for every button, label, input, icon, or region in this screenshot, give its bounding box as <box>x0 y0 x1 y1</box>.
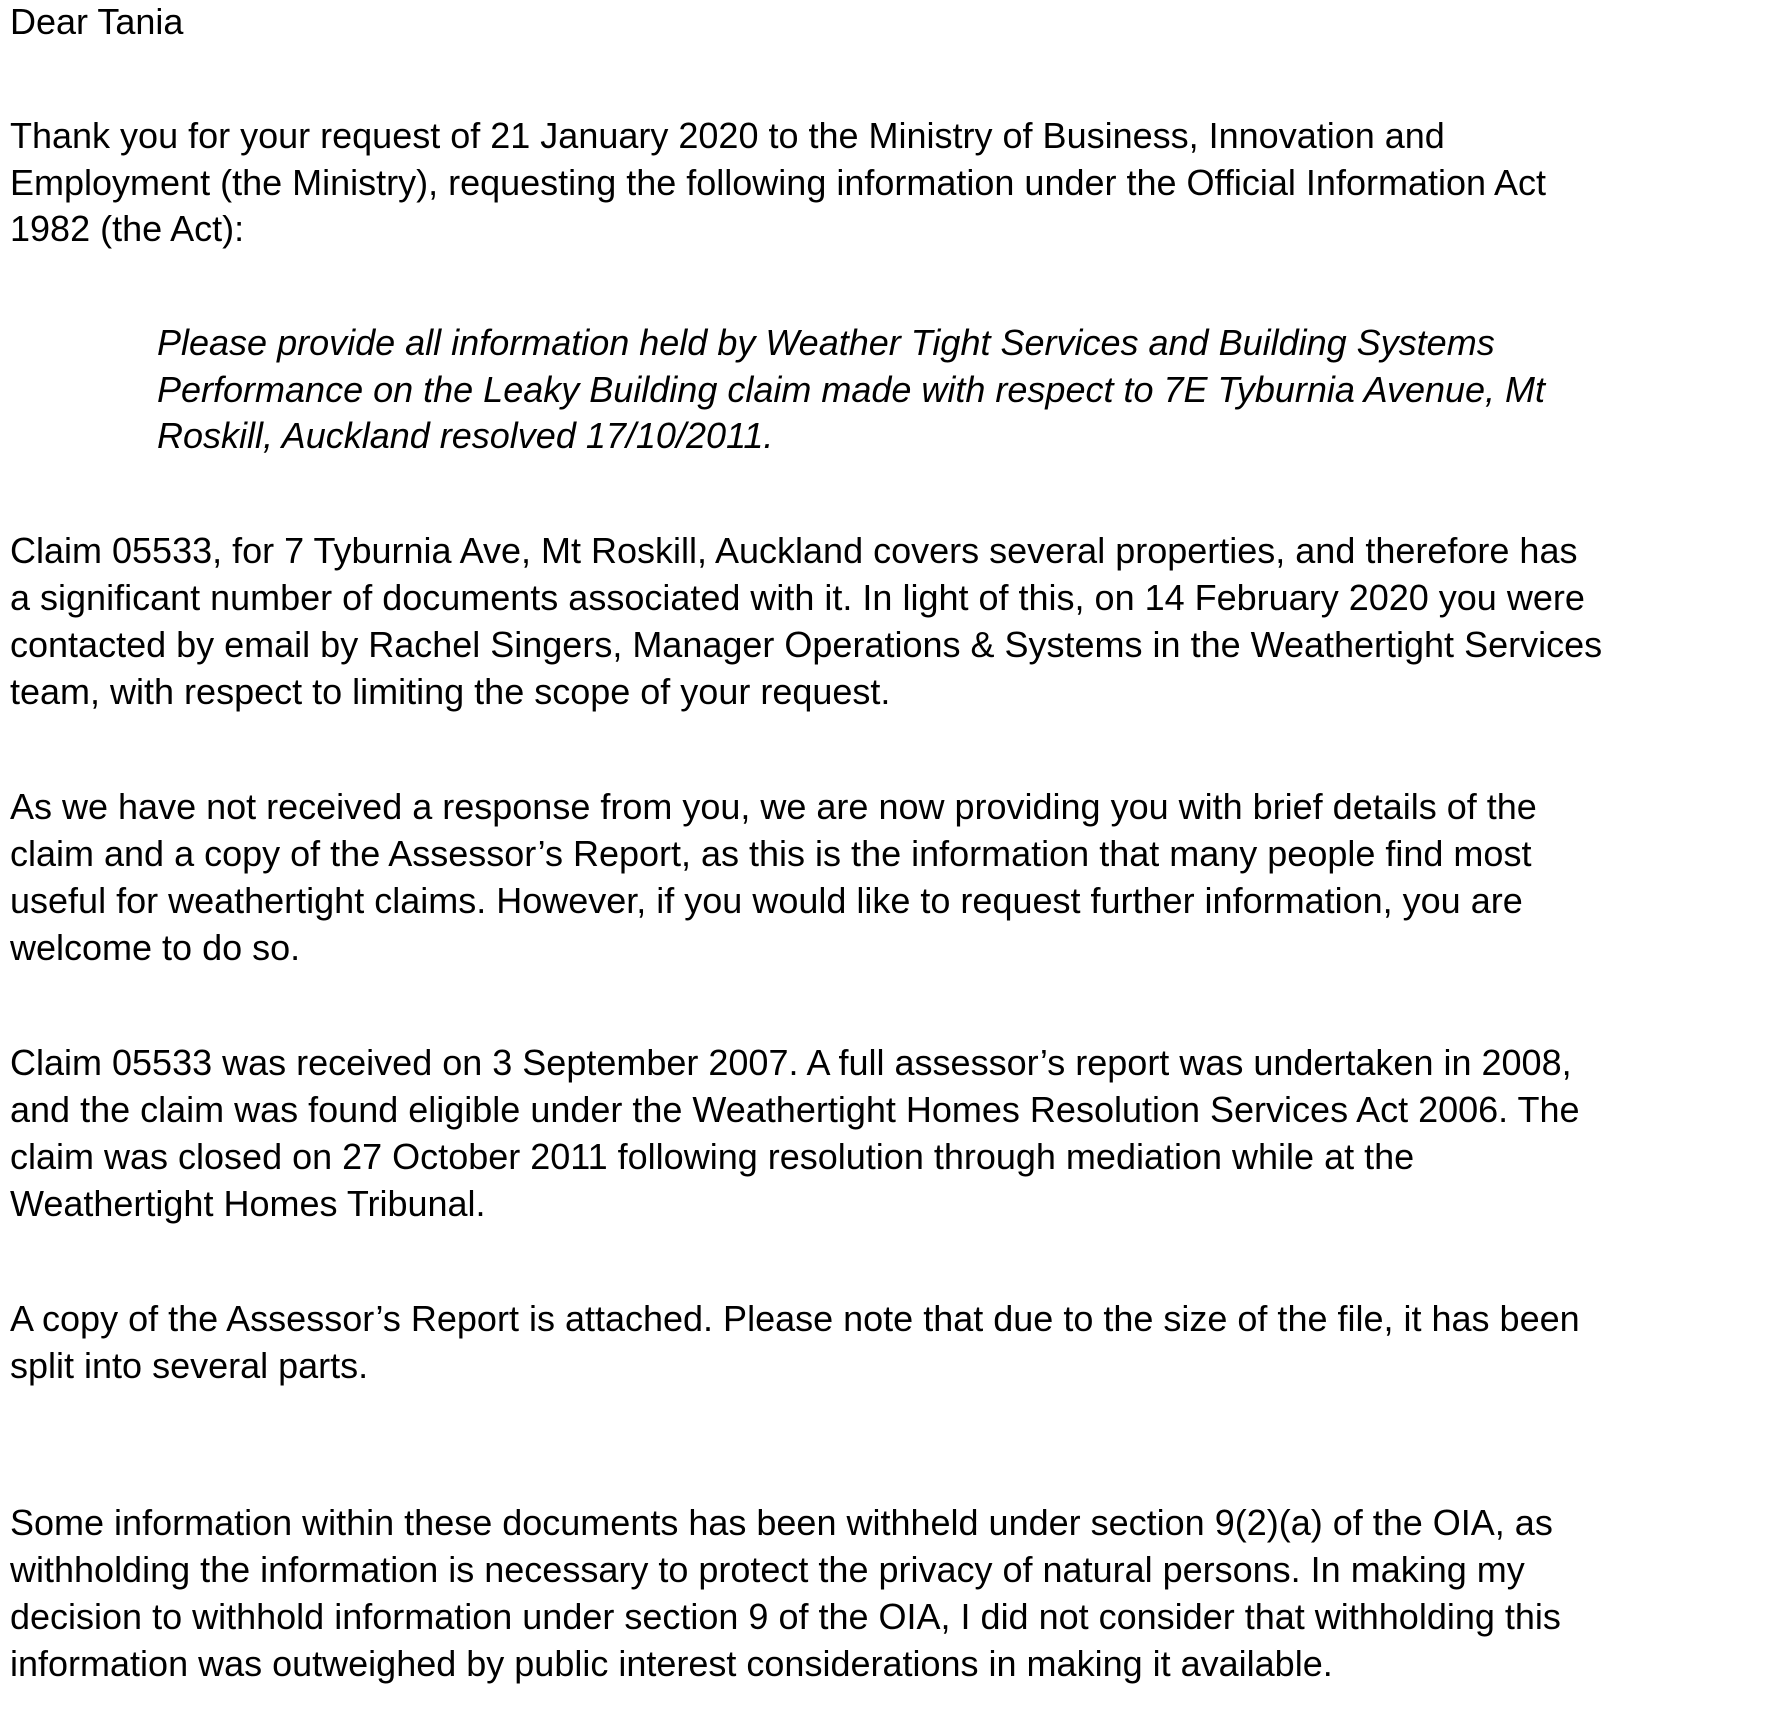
quote-line: Roskill, Auckland resolved 17/10/2011. <box>157 415 774 456</box>
paragraph-line: a significant number of documents associated with it. In light of this, on 14 February 2020 you were <box>10 577 1585 618</box>
paragraph-line: A copy of the Assessor’s Report is attached. Please note that due to the size of the file, it has been <box>10 1298 1580 1339</box>
paragraph-line: Claim 05533, for 7 Tyburnia Ave, Mt Roskill, Auckland covers several properties, and therefore has <box>10 530 1578 571</box>
paragraph-line: team, with respect to limiting the scope of your request. <box>10 671 891 712</box>
paragraph-line: welcome to do so. <box>10 927 301 968</box>
paragraph-line: Employment (the Ministry), requesting the following information under the Official Information Act <box>10 162 1547 203</box>
paragraph-line: Weathertight Homes Tribunal. <box>10 1183 486 1224</box>
paragraph-line: information was outweighed by public interest considerations in making it available. <box>10 1643 1333 1684</box>
quote-line: Performance on the Leaky Building claim made with respect to 7E Tyburnia Avenue, Mt <box>157 369 1546 410</box>
salutation: Dear Tania <box>10 1 184 42</box>
paragraph-line: and the claim was found eligible under the Weathertight Homes Resolution Services Act 2006. The <box>10 1089 1580 1130</box>
paragraph-line: claim was closed on 27 October 2011 following resolution through mediation while at the <box>10 1136 1415 1177</box>
paragraph-line: claim and a copy of the Assessor’s Report, as this is the information that many people find most <box>10 833 1532 874</box>
paragraph-line: As we have not received a response from you, we are now providing you with brief details of the <box>10 786 1537 827</box>
quote-line: Please provide all information held by Weather Tight Services and Building Systems <box>157 322 1495 363</box>
paragraph-line: Thank you for your request of 21 January 2020 to the Ministry of Business, Innovation and <box>10 115 1445 156</box>
paragraph-line: contacted by email by Rachel Singers, Manager Operations & Systems in the Weathertight Services <box>10 624 1603 665</box>
paragraph-line: decision to withhold information under section 9 of the OIA, I did not consider that withholding this <box>10 1596 1561 1637</box>
paragraph-line: Some information within these documents has been withheld under section 9(2)(a) of the OIA, as <box>10 1502 1553 1543</box>
paragraph-line: Claim 05533 was received on 3 September 2007. A full assessor’s report was undertaken in 2008, <box>10 1042 1572 1083</box>
paragraph-line: withholding the information is necessary to protect the privacy of natural persons. In making my <box>10 1549 1525 1590</box>
paragraph-line: split into several parts. <box>10 1345 369 1386</box>
paragraph-line: 1982 (the Act): <box>10 208 245 249</box>
paragraph-line: useful for weathertight claims. However, if you would like to request further information, you are <box>10 880 1523 921</box>
